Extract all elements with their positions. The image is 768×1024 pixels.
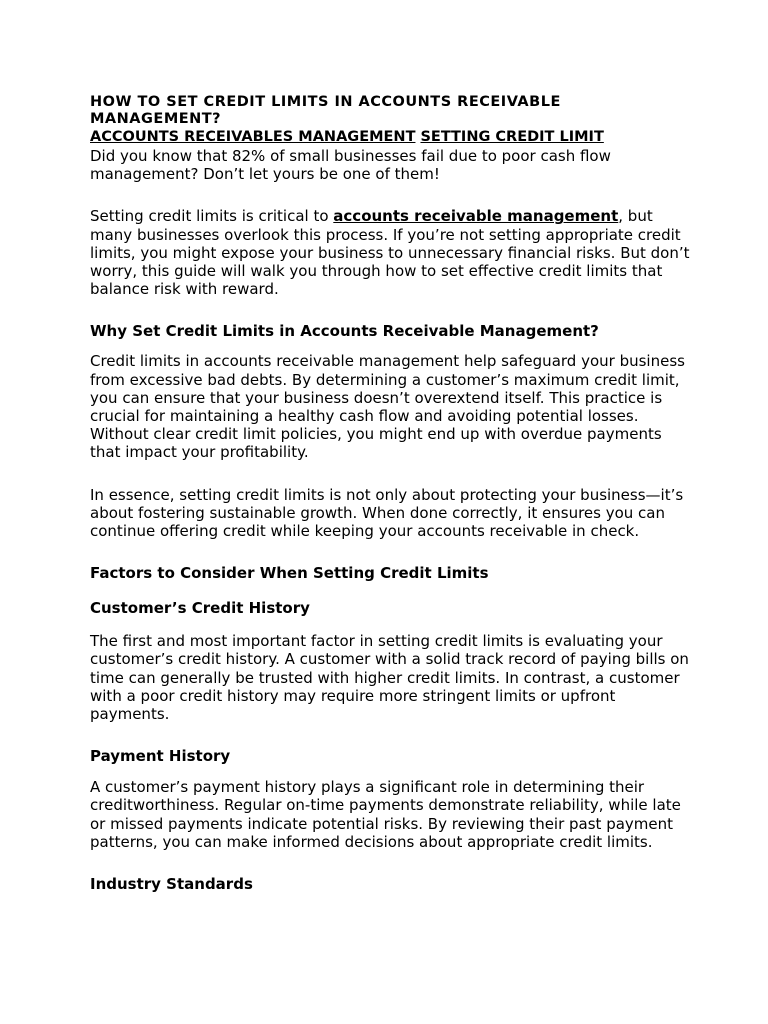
tag-list [90,129,690,146]
heading-industry-standards: Industry Standards [90,875,253,894]
paragraph-setting-credit-limits [90,207,690,298]
accounts-receivable-management-link[interactable]: accounts receivable management [333,207,619,226]
paragraph-why-2: In essence, setting credit limits is not only about protecting your business—it’s about fostering sustainable growth. When done correctly, it ensures you can continue offering credit while keeping your accounts receivable in check. [90,485,684,541]
heading-payment-history: Payment History [90,747,231,766]
heading-customer-credit-history: Customer’s Credit History [90,599,310,618]
document-title: HOW TO SET CREDIT LIMITS IN ACCOUNTS RECEIVABLE MANAGEMENT? [90,94,561,127]
tag-setting-credit-limit[interactable]: SETTING CREDIT LIMIT [420,129,604,145]
paragraph-text-before-link: Setting credit limits is critical to [90,207,334,226]
heading-why-set-credit-limits: Why Set Credit Limits in Accounts Receivable Management? [90,322,599,341]
paragraph-customer-credit-history: The first and most important factor in setting credit limits is evaluating your customer’s credit history. A customer with a solid track record of paying bills on time can generally be trusted with higher credit limits. In contrast, a customer with a poor credit history may require more stringent limits or upfront payments. [90,632,689,724]
intro-paragraph: Did you know that 82% of small businesses fail due to poor cash flow management? Don’t let yours be one of them! [90,147,611,184]
document-page [90,94,690,893]
paragraph-payment-history: A customer’s payment history plays a significant role in determining their creditworthiness. Regular on-time payments demonstrate reliability, while late or missed payments indicate potential risks. By reviewing their past payment patterns, you can make informed decisions about appropriate credit limits. [90,778,681,851]
paragraph-why-1: Credit limits in accounts receivable management help safeguard your business from excessive bad debts. By determining a customer’s maximum credit limit, you can ensure that your business doesn’t overextend itself. This practice is crucial for maintaining a healthy cash flow and avoiding potential losses. Without clear credit limit policies, you might end up with overdue payments that impact your profitability. [90,352,685,462]
paragraph-text-after-link: , but many businesses overlook this process. If you’re not setting appropriate credit limits, you might expose your business to unnecessary financial risks. But don’t worry, this guide will walk you through how to set effective credit limits that balance risk with reward. [90,207,690,299]
heading-factors: Factors to Consider When Setting Credit Limits [90,564,489,583]
tag-accounts-receivables-management[interactable]: ACCOUNTS RECEIVABLES MANAGEMENT [90,129,416,145]
